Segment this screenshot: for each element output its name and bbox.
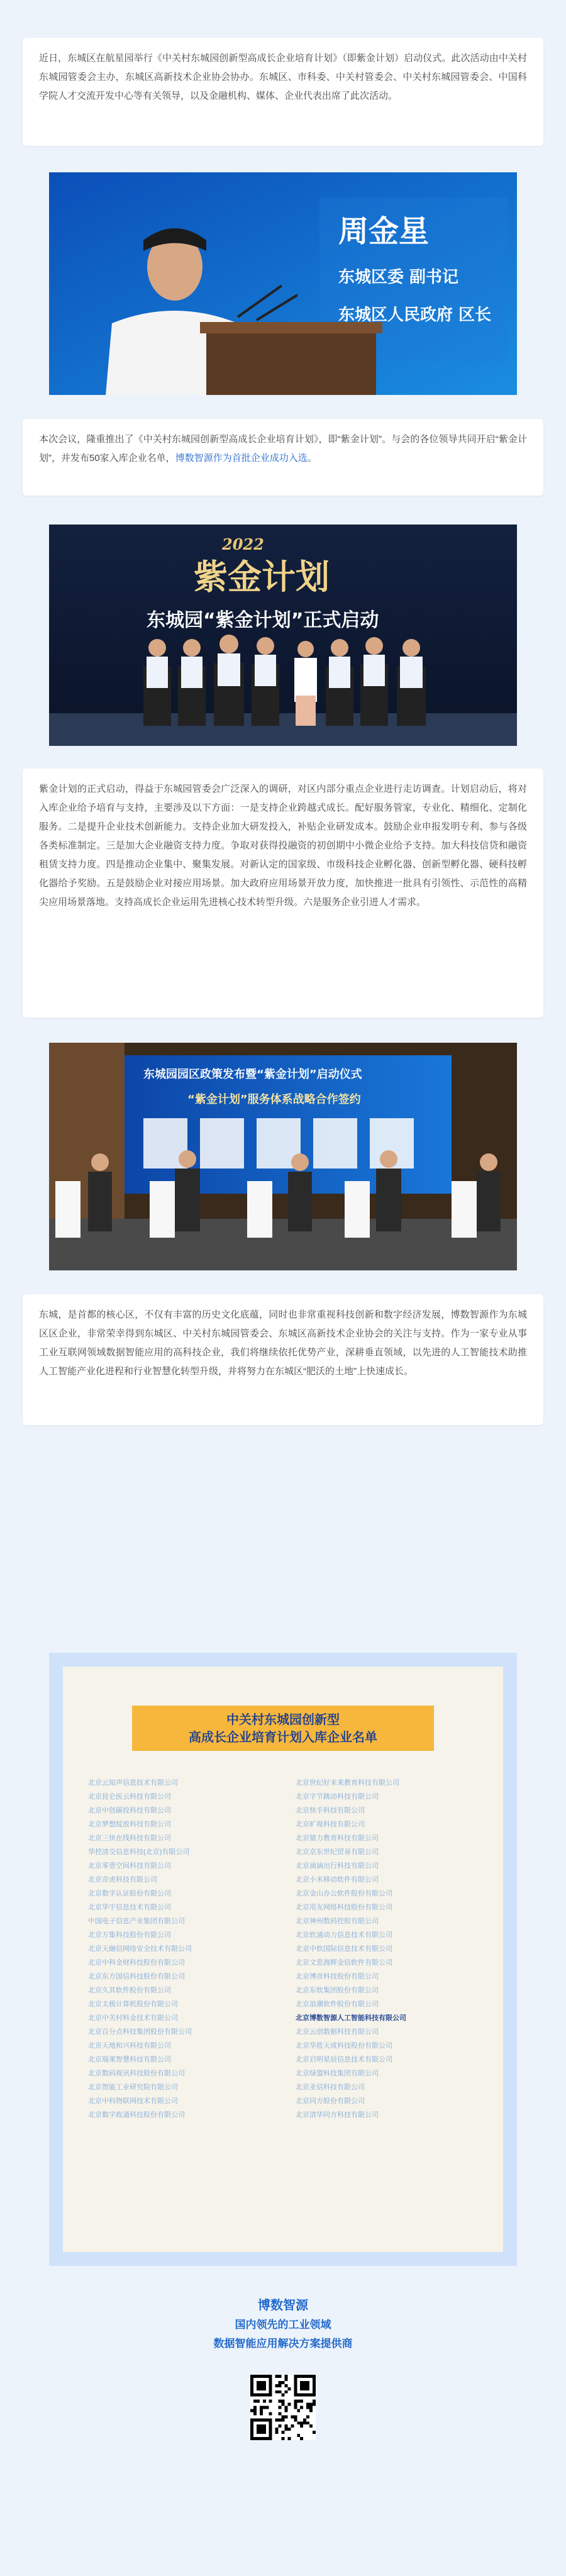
company-list-item: 北京梦想绽放科技有限公司 [88,1821,171,1828]
speaker-photo [49,172,517,395]
company-list-right-column [296,1776,478,2122]
company-list-item: 北京博彦科技股份有限公司 [296,1973,379,1980]
launch-stage-photo [49,525,517,746]
company-list-title [132,1706,434,1751]
signing-banner-title: 东城园园区政策发布暨“紫金计划”启动仪式 [143,1068,362,1081]
company-list-title-line1: 中关村东城园创新型 [226,1712,340,1727]
meeting-paragraph: 本次会议，隆重推出了《中关村东城园创新型高成长企业培育计划》，即“紫金计划”。与会的各位领导共同开启“紫金计划”，并发布50家入库企业名单， [39,434,527,464]
company-list-item: 北京京东世纪贸易有限公司 [296,1848,379,1856]
company-list-item: 北京数码视讯科技股份有限公司 [88,2070,185,2077]
company-list-item: 中国电子信息产业集团有限公司 [88,1918,185,1925]
company-list-item: 北京天地和兴科技有限公司 [88,2042,171,2050]
company-list-item: 北京旷视科技有限公司 [296,1821,365,1828]
footer [0,2296,566,2353]
company-list-item: 北京亚信科技有限公司 [296,2084,365,2091]
about-card [23,1294,543,1425]
company-list-item: 北京智能工业研究院有限公司 [88,2084,178,2091]
company-list-item: 北京中科金财科技股份有限公司 [88,1959,185,1967]
company-list-item: 北京金山办公软件股份有限公司 [296,1890,392,1897]
company-list-item: 北京世纪好未来教育科技有限公司 [296,1779,399,1787]
company-list-item: 北京博数智源人工智能科技有限公司 [296,2014,406,2022]
company-list-frame [49,1653,517,2266]
company-list-item: 北京数字认证股份有限公司 [88,1890,171,1897]
company-selected-highlight: 博数智源作为首批企业成功入选 [175,453,308,464]
company-list-document [63,1667,503,2252]
company-list-item: 北京数字政通科技股份有限公司 [88,2111,185,2119]
company-list-item: 北京中创碳投科技有限公司 [88,1807,171,1814]
company-list-item: 北京云创数据科技有限公司 [296,2028,379,2036]
meeting-card [23,419,543,496]
speaker-title-1: 东城区委 副书记 [338,268,459,287]
launch-banner: 东城园“紫金计划”正式启动 [147,609,379,631]
company-list-item: 北京云知声信息技术有限公司 [88,1779,178,1787]
about-paragraph: 东城，是首都的核心区，不仅有丰富的历史文化底蕴，同时也非常重视科技创新和数字经济发展，博数智源作为东城区区企业，非常荣幸得到东城区、中关村东城园管委会、东城区高新技术企业协会的关注与支持。作为一家专业从事工业互联网领域数据智能应用的高科技企业，我们将继续依托优势产业，深耕垂直领域，以先进的人工智能技术助推人工智能产业化进程和行业智慧化转型升级，并将努力在东城区“肥沃的土地”上快速成长。 [39,1309,527,1377]
company-list-item: 北京绿盟科技集团有限公司 [296,2070,379,2077]
company-list-item: 北京滴滴出行科技有限公司 [296,1862,379,1870]
company-list-item: 北京东方国信科技股份有限公司 [88,1973,185,1980]
company-list-item: 北京中软国际信息技术有限公司 [296,1945,392,1953]
company-list-item: 北京软通动力信息技术有限公司 [296,1931,392,1939]
company-list-item: 北京华宇信息技术有限公司 [88,1904,171,1911]
company-list-item: 北京字节跳动科技有限公司 [296,1793,379,1801]
footer-tagline-2: 数据智能应用解决方案提供商 [213,2338,353,2350]
company-list-item: 北京小米移动软件有限公司 [296,1876,379,1884]
intro-paragraph: 近日，东城区在航星园举行《中关村东城园创新型高成长企业培育计划》（即紫金计划）启动仪式。此次活动由中关村东城园管委会主办，东城区高新技术企业协会协办。东城区、市科委、中关村管委会、中关村东城园管委会、中国科学院人才交流开发中心等有关领导，以及金融机构、媒体、企业代表出席了此次活动。 [39,53,527,101]
company-list-item: 北京神州数码控股有限公司 [296,1918,379,1925]
company-list-title-line2: 高成长企业培育计划入库企业名单 [189,1729,377,1745]
meeting-paragraph-end: 。 [307,453,317,464]
launch-year: 2022 [222,535,264,553]
company-list-item: 北京猿力教育科技有限公司 [296,1835,379,1842]
company-list-item: 北京天融信网络安全技术有限公司 [88,1945,192,1953]
company-list-item: 北京华胜天成科技股份有限公司 [296,2042,392,2050]
plan-details-paragraph: 紫金计划的正式启动，得益于东城园管委会广泛深入的调研，对区内部分重点企业进行走访调查。计划启动后，将对入库企业给予培育与支持，主要涉及以下方面：一是支持企业跨越式成长。配好服务管家，专业化、精细化、定制化服务。二是提升企业技术创新能力。支持企业加大研发投入，补贴企业研发成本。鼓励企业申报发明专利、参与各级各类标准制定。三是加大企业融资支持力度。争取对获得投融资的初创期中小微企业给予支持。加大科技信贷和融资租赁支持力度。四是推动企业集中、聚集发展。对新认定的国家级、市级科技企业孵化器、创新型孵化器、硬科技孵化器给予奖励。五是鼓励企业对接应用场景。加大政府应用场景开放力度，加快推进一批具有引领性、示范性的高精尖应用场景落地。支持高成长企业运用先进核心技术转型升级。六是服务企业引进人才需求。 [39,784,527,908]
signing-ceremony-photo [49,1043,517,1270]
qr-code[interactable] [250,2375,316,2440]
company-list-item: 北京同方股份有限公司 [296,2097,365,2105]
company-list-item: 北京启明星辰信息技术有限公司 [296,2056,392,2063]
company-list-item: 北京零壹空间科技有限公司 [88,1862,171,1870]
company-list-left-column [88,1776,270,2122]
company-list-item: 北京清华同方科技有限公司 [296,2111,379,2119]
company-list-item: 北京浪潮软件股份有限公司 [296,2001,379,2008]
launch-logo: 紫金计划 [194,557,330,597]
company-list-item: 北京三快在线科技有限公司 [88,1835,171,1842]
speaker-name: 周金星 [338,214,430,249]
company-list-item: 北京百分点科技集团股份有限公司 [88,2028,192,2036]
company-list-item: 北京久其软件股份有限公司 [88,1987,171,1994]
company-list-item: 北京快手科技有限公司 [296,1807,365,1814]
company-list-item: 北京昆仑医云科技有限公司 [88,1793,171,1801]
speaker-title-2: 东城区人民政府 区长 [338,306,492,325]
company-list-item: 北京用友网络科技股份有限公司 [296,1904,392,1911]
signing-banner-subtitle: “紫金计划”服务体系战略合作签约 [187,1093,361,1106]
company-list-item: 华控清交信息科技(北京)有限公司 [88,1848,190,1856]
company-list-item: 北京万集科技股份有限公司 [88,1931,171,1939]
plan-details-card [23,769,543,1018]
footer-tagline-1: 国内领先的工业领域 [235,2319,331,2331]
footer-brand: 博数智源 [258,2299,308,2312]
company-list-item: 北京文思海辉金信软件有限公司 [296,1959,392,1967]
company-list-item: 北京太极计算机股份有限公司 [88,2001,178,2008]
company-list-item: 北京瑞莱智慧科技有限公司 [88,2056,171,2063]
company-list-item: 北京东软集团股份有限公司 [296,1987,379,1994]
company-list-item: 北京中科物联网技术有限公司 [88,2097,178,2105]
intro-card [23,38,543,146]
company-list-item: 北京奇虎科技有限公司 [88,1876,157,1884]
company-list-item: 北京中关村科金技术有限公司 [88,2014,178,2022]
